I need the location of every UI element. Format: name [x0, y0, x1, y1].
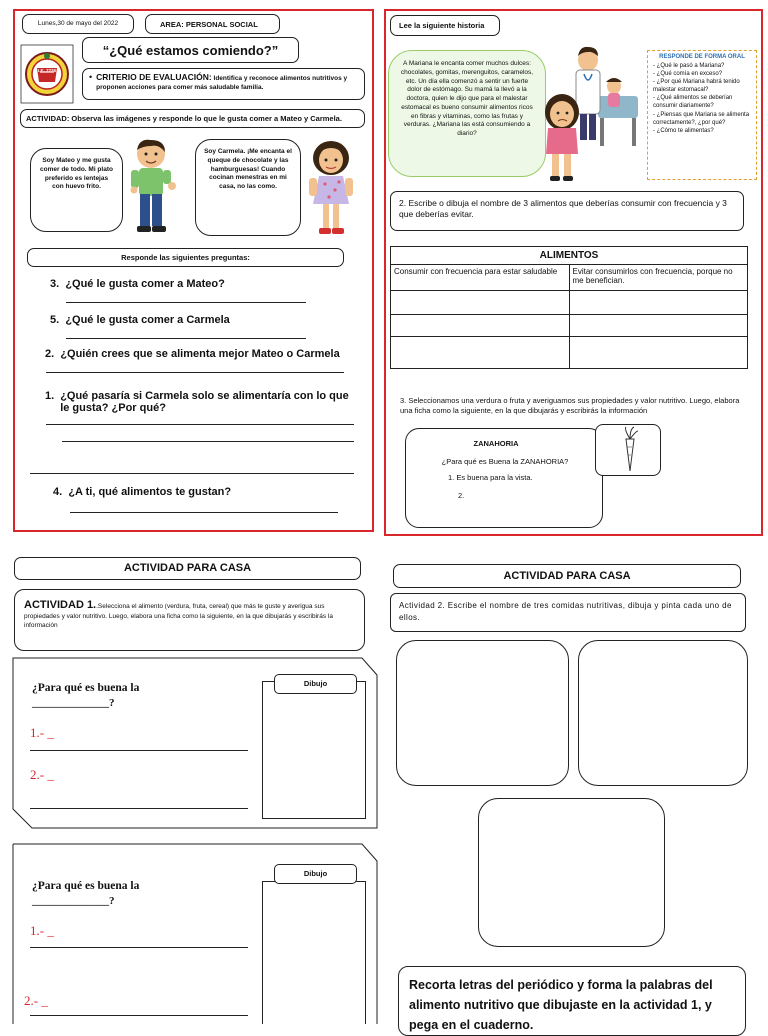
mateo-speech-text: Soy Mateo y me gusta comer de todo. Mi plato preferido es lentejas con huevo frito.: [40, 157, 113, 191]
drawing-box-2[interactable]: [578, 640, 748, 786]
oral-item: - ¿Qué alimentos se deberían consumir diariamente?: [653, 95, 733, 110]
answer-line[interactable]: [66, 338, 306, 339]
table-cell[interactable]: [391, 337, 570, 369]
carrot-drawing: [595, 424, 661, 476]
card1-item-1: 1.- _: [30, 725, 54, 740]
casa2-header-text: ACTIVIDAD PARA CASA: [503, 570, 631, 582]
ficha-item-1: 1. Es buena para la vista.: [448, 473, 533, 482]
answer-line[interactable]: [30, 947, 248, 948]
card2-item-1: 1.- _: [30, 923, 54, 938]
casa1-instruction-box: [14, 589, 365, 651]
lee-text: Lee la siguiente historia: [399, 21, 485, 30]
actividad-box: [20, 109, 365, 128]
q3-text: 3. Seleccionamos una verdura o fruta y averiguamos sus propiedades y valor nutritivo. Luego, elabora una ficha como la siguiente, en la que dibujarás y escribirás la información: [400, 396, 740, 416]
answer-line[interactable]: [30, 1015, 248, 1016]
table-cell[interactable]: [569, 337, 748, 369]
q2-text: 2. Escribe o dibuja el nombre de 3 alimentos que deberías consumir con frecuencia y 3 que deberías evitar.: [399, 198, 727, 220]
story-box: [388, 50, 546, 177]
card1-blank: ______________?: [32, 697, 115, 709]
casa1-act-label: ACTIVIDAD 1.: [24, 599, 97, 611]
table-header-consumir: Consumir con frecuencia para estar saludable: [391, 265, 570, 291]
casa2-act-text: Actividad 2. Escribe el nombre de tres comidas nutritivas, dibuja y pinta cada uno de ellos.: [399, 601, 732, 622]
card2-dibujo-label: Dibujo: [274, 864, 357, 884]
answer-line[interactable]: [46, 372, 344, 373]
card2-question: ¿Para qué es buena la: [32, 880, 140, 892]
mateo-illustration: [125, 138, 180, 234]
question-carmela: 5. ¿Qué le gusta comer a Carmela: [50, 314, 230, 326]
criterio-label: CRITERIO DE EVALUACIÓN:: [96, 72, 212, 82]
criterio-box: • CRITERIO DE EVALUACIÓN: Identifica y reconoce alimentos nutritivos y proponen acciones para comer más saludable familia.: [82, 68, 365, 100]
question-quien: 2. ¿Quién crees que se alimenta mejor Mateo o Carmela: [45, 348, 340, 360]
q2-box: [390, 191, 744, 231]
answer-line[interactable]: [70, 512, 338, 513]
oral-item: - ¿Cómo te alimentas?: [653, 127, 714, 134]
card1-question: ¿Para qué es buena la: [32, 682, 140, 694]
question-a-ti: 4. ¿A ti, qué alimentos te gustan?: [53, 486, 232, 498]
table-cell[interactable]: [391, 291, 570, 315]
school-logo: [20, 44, 74, 104]
oral-item: - ¿Por qué Mariana habrá tenido malestar estomacal?: [653, 79, 740, 94]
oral-title: RESPONDE DE FORMA ORAL: [659, 54, 745, 60]
oral-item: - ¿Qué le pasó a Mariana?: [653, 63, 725, 69]
card1-item-2: 2.- _: [30, 767, 54, 782]
carmela-illustration: [303, 140, 359, 236]
drawing-box-1[interactable]: [396, 640, 569, 786]
casa1-act-text: .Selecciona el alimento (verdura, fruta, cereal) que más te guste y averigua sus propiedades y valor nutritivo. Luego, elabora una ficha como la siguiente, en la que dibujarás y escribirás la información: [24, 603, 333, 629]
recorta-text: Recorta letras del periódico y forma la palabras del alimento nutritivo que dibujaste en la actividad 1, y pega en el cuaderno.: [409, 978, 713, 1032]
answer-line[interactable]: [66, 302, 306, 303]
area-box: [145, 14, 280, 34]
story-text: A Mariana le encanta comer muchos dulces: chocolates, gomitas, merenguitos, caramelos, etc. Un día ella comenzó a sentir un fuerte dolor de estómago. Su mamá la llevó a la doctora, quien le dijo que para el malestar estomacal es bueno consumir alimentos ricos en fibras y vitaminas, como las frutas y verduras. ¿Mariana las está consumiendo a diario?: [400, 60, 534, 138]
table-cell[interactable]: [391, 315, 570, 337]
ficha-title: ZANAHORIA: [473, 439, 519, 448]
ficha-question: ¿Para qué es Buena la ZANAHORIA?: [441, 457, 569, 466]
answer-line[interactable]: [46, 424, 354, 425]
responde-box: [27, 248, 344, 267]
lesson-title-text: “¿Qué estamos comiendo?”: [102, 43, 279, 58]
oral-questions-box: [647, 50, 757, 180]
criterio-text: Identifica y reconoce alimentos nutritivos y proponen acciones para comer más saludable familia.: [96, 75, 348, 91]
responde-text: Responde las siguientes preguntas:: [121, 253, 250, 262]
drawing-box-3[interactable]: [478, 798, 665, 947]
logo-text: I.E. 7226: [37, 68, 56, 73]
oral-list: [653, 62, 751, 135]
oral-item: - ¿Piensas que Mariana se alimenta correctamente?, ¿por qué?: [653, 111, 750, 126]
casa2-instruction-box: [390, 593, 746, 632]
table-title: ALIMENTOS: [391, 247, 748, 265]
table-header-evitar: Evitar consumirlos con frecuencia, porque no me benefician.: [569, 265, 748, 291]
mateo-speech-bubble: [30, 148, 123, 232]
date-text: Lunes,30 de mayo del 2022: [37, 20, 119, 27]
zanahoria-card: [405, 428, 603, 528]
question-que-pasaria: 1. ¿Qué pasaría si Carmela solo se alimentaría con lo que le gusta? ¿Por qué?: [45, 390, 349, 414]
ficha-item-2: 2.: [458, 491, 465, 500]
card2-drawing-area[interactable]: [262, 881, 366, 1024]
card1-drawing-area[interactable]: [262, 681, 366, 819]
answer-line[interactable]: [62, 441, 354, 442]
table-cell[interactable]: [569, 291, 748, 315]
carmela-speech-bubble: [195, 139, 301, 236]
question-mateo: 3. ¿Qué le gusta comer a Mateo?: [50, 278, 225, 290]
card2-item-2: 2.- _: [24, 993, 48, 1008]
lesson-title: [82, 37, 299, 63]
ficha-card-1: [12, 657, 378, 829]
casa2-header: [393, 564, 741, 588]
card1-dibujo-label: Dibujo: [274, 674, 357, 694]
doctor-illustration: [540, 42, 645, 184]
table-cell[interactable]: [569, 315, 748, 337]
area-text: AREA: PERSONAL SOCIAL: [160, 20, 258, 29]
ficha-card-2: [12, 843, 378, 1024]
answer-line[interactable]: [30, 808, 248, 809]
alimentos-table: [390, 246, 748, 369]
date-box: [22, 14, 134, 34]
answer-line[interactable]: [30, 750, 248, 751]
casa1-header-text: ACTIVIDAD PARA CASA: [123, 562, 252, 574]
carmela-speech-text: Soy Carmela. ¡Me encanta el queque de chocolate y las hamburguesas! Cuando cocinan menestras en mi casa, no las como.: [204, 148, 292, 191]
recorta-box: [398, 966, 746, 1036]
answer-line[interactable]: [30, 473, 354, 474]
oral-item: - ¿Qué comía en exceso?: [653, 71, 723, 78]
casa1-header: [14, 557, 361, 580]
actividad-text: ACTIVIDAD: Observa las imágenes y responde lo que le gusta comer a Mateo y Carmela.: [26, 114, 342, 123]
lee-box: [390, 15, 500, 36]
card2-blank: ______________?: [32, 895, 115, 907]
